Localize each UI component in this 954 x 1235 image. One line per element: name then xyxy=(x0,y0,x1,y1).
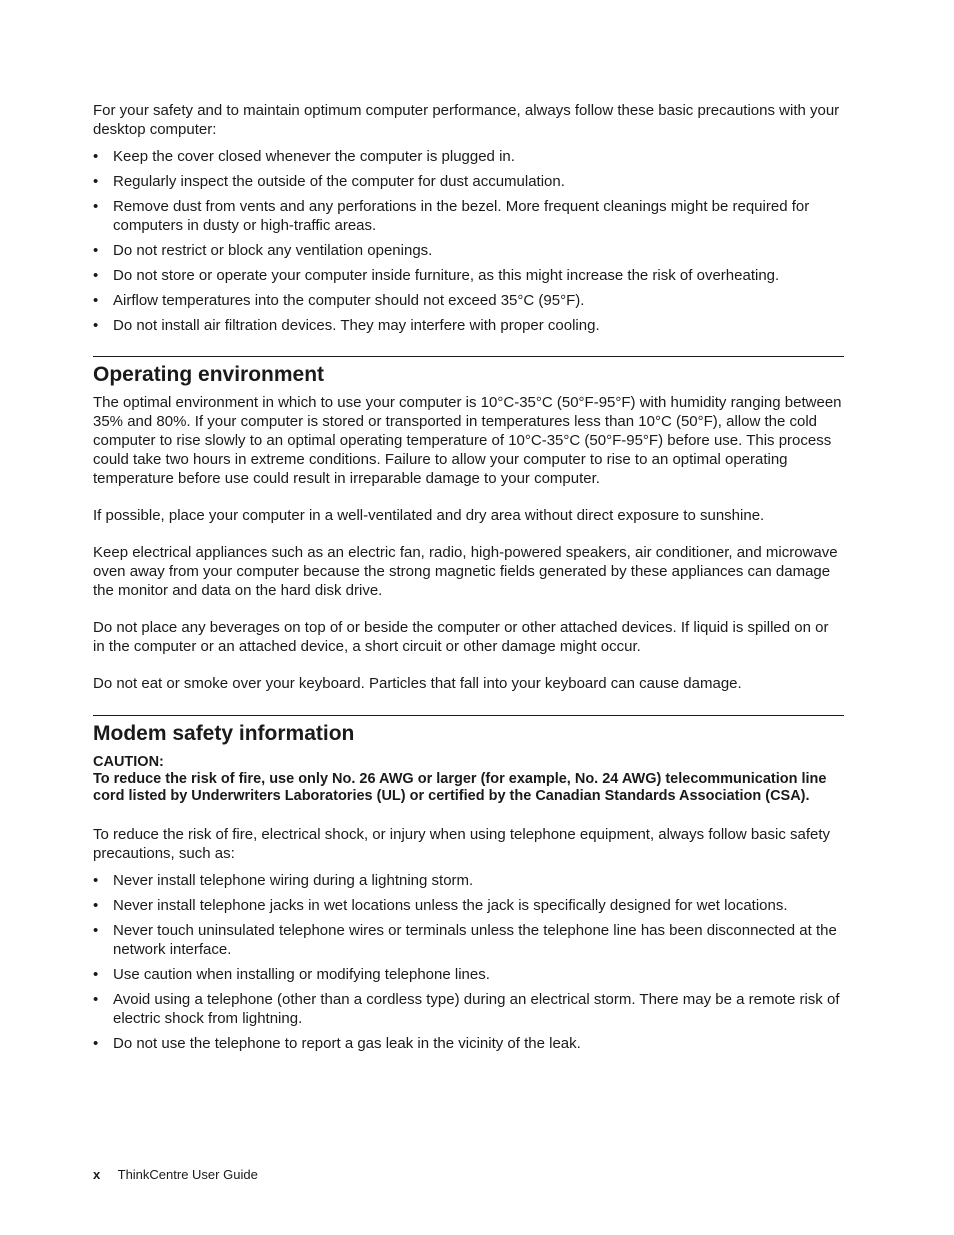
bullet: • xyxy=(93,148,99,165)
list-item: • Remove dust from vents and any perforations in the bezel. More frequent cleanings might be required for computers in dusty or high-traffic areas. xyxy=(93,198,810,234)
modem-precautions-list xyxy=(93,871,844,1053)
list-item: • Never touch uninsulated telephone wires or terminals unless the telephone line has been disconnected at the network interface. xyxy=(93,922,837,958)
section-divider xyxy=(93,356,844,357)
paragraph: Do not eat or smoke over your keyboard. Particles that fall into your keyboard can cause damage. xyxy=(93,675,742,692)
section-heading-modem-safety: Modem safety information xyxy=(93,722,355,745)
list-item: • Never install telephone jacks in wet locations unless the jack is specifically designed for wet locations. xyxy=(93,897,788,914)
section-divider xyxy=(93,715,844,716)
list-item: • Do not use the telephone to report a gas leak in the vicinity of the leak. xyxy=(93,1035,581,1052)
bullet: • xyxy=(93,242,99,259)
bullet: • xyxy=(93,317,99,334)
bullet: • xyxy=(93,872,99,889)
bullet: • xyxy=(93,897,99,914)
page-content xyxy=(93,101,844,1059)
bullet: • xyxy=(93,198,99,215)
bullet: • xyxy=(93,1035,99,1052)
list-item: • Regularly inspect the outside of the computer for dust accumulation. xyxy=(93,173,565,190)
paragraph: If possible, place your computer in a well-ventilated and dry area without direct exposure to sunshine. xyxy=(93,507,765,524)
bullet: • xyxy=(93,966,99,983)
list-item: • Never install telephone wiring during a lightning storm. xyxy=(93,872,474,889)
modem-intro-paragraph: To reduce the risk of fire, electrical shock, or injury when using telephone equipment, always follow basic safety precautions, such as: xyxy=(93,826,831,862)
intro-paragraph: For your safety and to maintain optimum computer performance, always follow these basic precautions with your desktop computer: xyxy=(93,102,840,138)
bullet: • xyxy=(93,267,99,284)
bullet: • xyxy=(93,991,99,1008)
paragraph: Do not place any beverages on top of or beside the computer or other attached devices. If liquid is spilled on or in the computer or an attached device, a short circuit or other damage might occur. xyxy=(93,619,829,655)
list-item: • Keep the cover closed whenever the computer is plugged in. xyxy=(93,148,515,165)
bullet: • xyxy=(93,173,99,190)
bullet: • xyxy=(93,922,99,939)
section-heading-operating-environment: Operating environment xyxy=(93,363,325,386)
list-item: • Use caution when installing or modifying telephone lines. xyxy=(93,966,490,983)
caution-label: CAUTION: xyxy=(93,754,164,770)
precautions-list xyxy=(93,147,844,335)
list-item: • Avoid using a telephone (other than a cordless type) during an electrical storm. There may be a remote risk of electric shock from lightning. xyxy=(93,991,840,1027)
paragraph: Keep electrical appliances such as an electric fan, radio, high-powered speakers, air conditioner, and microwave oven away from your computer because the strong magnetic fields generated by these appliances can damage the monitor and data on the hard disk drive. xyxy=(93,544,838,599)
paragraph: The optimal environment in which to use your computer is 10°C-35°C (50°F-95°F) with humidity ranging between 35% and 80%. If your computer is stored or transported in temperatures less than 10°C (50°F), allow the cold computer to rise slowly to an optimal operating temperature of 10°C-35°C (50°F-95°F) before use. This process could take two hours in extreme conditions. Failure to allow your computer to rise to an optimal operating temperature before use could result in irreparable damage to your computer. xyxy=(93,394,842,487)
caution-text: To reduce the risk of fire, use only No. 26 AWG or larger (for example, No. 24 AWG) telecommunication line cord listed by Underwriters Laboratories (UL) or certified by the Canadian Standards Association (CSA). xyxy=(93,771,827,804)
page-number: x xyxy=(93,1167,101,1182)
list-item: • Do not store or operate your computer inside furniture, as this might increase the risk of overheating. xyxy=(93,267,780,284)
list-item: • Do not install air filtration devices. They may interfere with proper cooling. xyxy=(93,317,600,334)
bullet: • xyxy=(93,292,99,309)
page-footer xyxy=(93,1167,258,1182)
list-item: • Do not restrict or block any ventilation openings. xyxy=(93,242,433,259)
list-item: • Airflow temperatures into the computer should not exceed 35°C (95°F). xyxy=(93,292,585,309)
document-title: ThinkCentre User Guide xyxy=(117,1167,258,1182)
